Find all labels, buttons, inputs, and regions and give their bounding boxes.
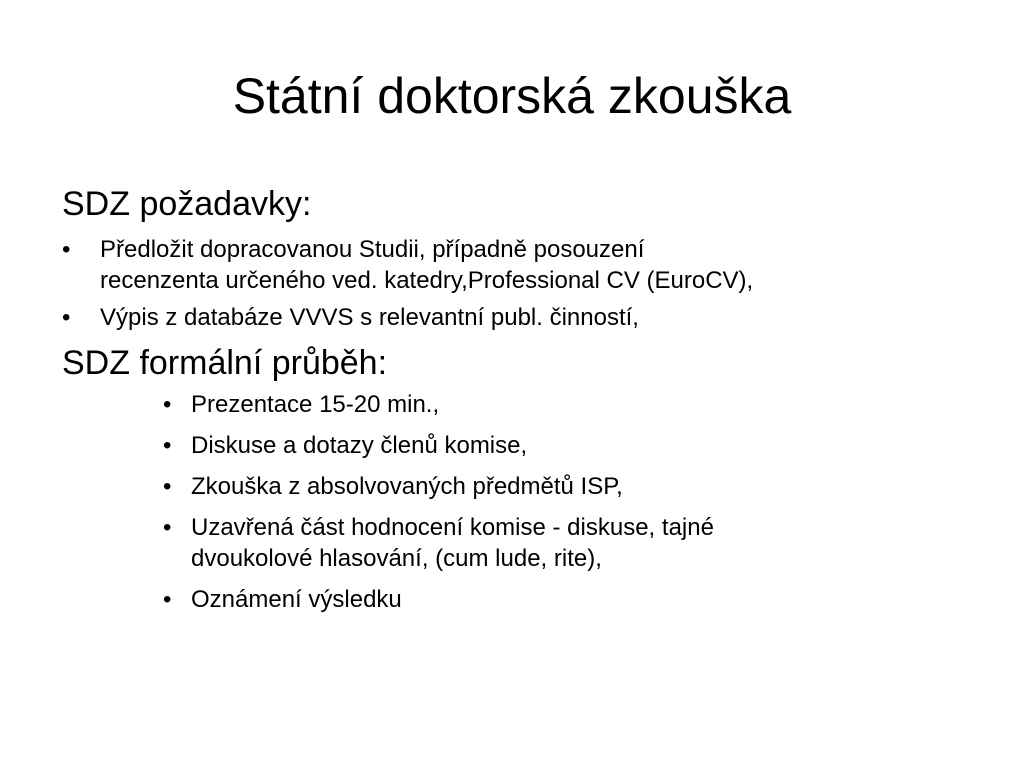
list-item-text-line: Předložit dopracovanou Studii, případně posouzení <box>100 236 645 263</box>
list-item <box>62 234 962 296</box>
list-item-text-line: Zkouška z absolvovaných předmětů ISP, <box>191 473 623 500</box>
requirements-list <box>62 234 962 333</box>
list-item <box>163 471 962 502</box>
bullet-icon: • <box>163 391 172 418</box>
list-item <box>163 430 962 461</box>
slide-content <box>62 182 962 615</box>
section-heading-requirements: SDZ požadavky: <box>62 185 312 223</box>
bullet-icon: • <box>62 304 71 331</box>
section-heading-process: SDZ formální průběh: <box>62 344 388 382</box>
list-item-text-line: Uzavřená část hodnocení komise - diskuse, tajné <box>191 514 714 541</box>
bullet-icon: • <box>163 432 172 459</box>
list-item <box>163 584 962 615</box>
bullet-icon: • <box>163 514 172 541</box>
slide-title: Státní doktorská zkouška <box>232 68 792 124</box>
list-item <box>163 389 962 420</box>
list-item-text-line: Prezentace 15-20 min., <box>191 391 440 418</box>
list-item-text-line: dvoukolové hlasování, (cum lude, rite), <box>191 545 602 572</box>
list-item-text-line: recenzenta určeného ved. katedry,Professional CV (EuroCV), <box>100 267 754 294</box>
list-item <box>163 512 962 574</box>
list-item-text-line: Oznámení výsledku <box>191 586 402 613</box>
process-list <box>163 389 962 615</box>
list-item <box>62 302 962 333</box>
bullet-icon: • <box>163 473 172 500</box>
bullet-icon: • <box>62 236 71 263</box>
list-item-text-line: Výpis z databáze VVVS s relevantní publ. činností, <box>100 304 639 331</box>
list-item-text-line: Diskuse a dotazy členů komise, <box>191 432 528 459</box>
bullet-icon: • <box>163 586 172 613</box>
